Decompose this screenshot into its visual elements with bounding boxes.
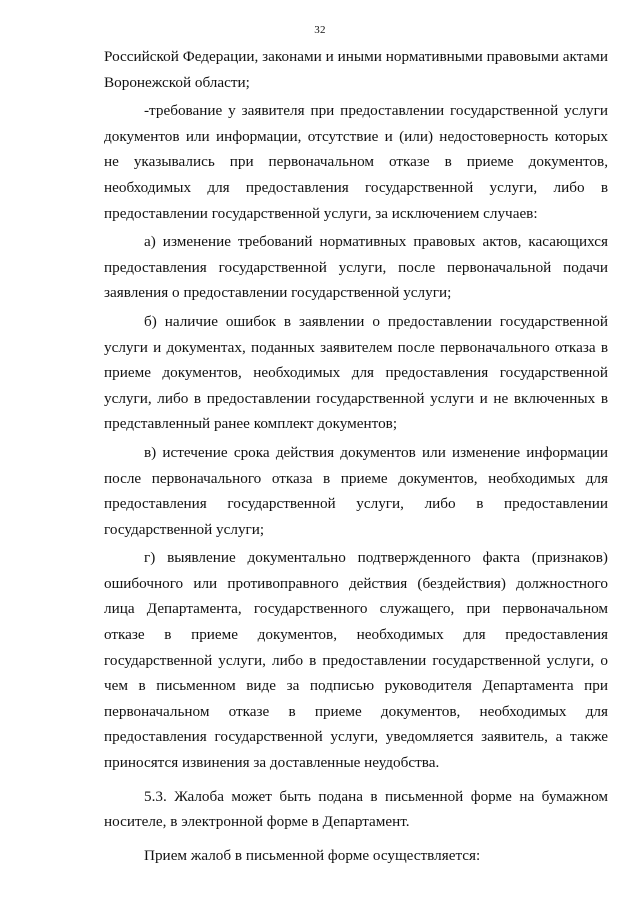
paragraph-section-5-3: 5.3. Жалоба может быть подана в письменной форме на бумажном носителе, в электронной форме в Департамент.: [104, 787, 608, 831]
paragraph-written-complaints: Прием жалоб в письменной форме осуществляется:: [144, 846, 481, 864]
document-body: [104, 44, 608, 868]
paragraph-item-a: а) изменение требований нормативных правовых актов, касающихся предоставления государственной услуги, после первоначальной подачи заявления о предоставлении государственной услуги;: [104, 233, 608, 302]
paragraph-item-g: г) выявление документально подтвержденного факта (признаков) ошибочного или противоправного действия (бездействия) должностного лица Департамента, государственного служащего, при первоначальном отказе в приеме документов, необходимых для предоставления государственной услуги, либо в предоставлении государственной услуги, о чем в письменном виде за подписью руководителя Департамента при первоначальном отказе в приеме документов, необходимых для предоставления государственной услуги, уведомляется заявитель, а также приносятся извинения за доставленные неудобства.: [104, 549, 608, 772]
paragraph-item-v: в) истечение срока действия документов или изменение информации после первоначального отказа в приеме документов, необходимых для предоставления государственной услуги, либо в предоставлении государственной услуги;: [104, 443, 608, 538]
paragraph-continuation: Российской Федерации, законами и иными нормативными правовыми актами Воронежской области;: [104, 48, 608, 91]
paragraph-item-b: б) наличие ошибок в заявлении о предоставлении государственной услуги и документах, поданных заявителем после первоначального отказа в приеме документов, необходимых для предоставления государственной услуги, либо в предоставлении государственной услуги и не включенных в представленный ранее комплект документов;: [104, 312, 608, 433]
paragraph-requirement: -требование у заявителя при предоставлении государственной услуги документов или информации, отсутствие и (или) недостоверность которых не указывались при первоначальном отказе в приеме документов, необходимых для предоставления государственной услуги, либо в предоставлении государственной услуги, за исключением случаев:: [104, 102, 608, 222]
page-number: 32: [314, 24, 326, 36]
